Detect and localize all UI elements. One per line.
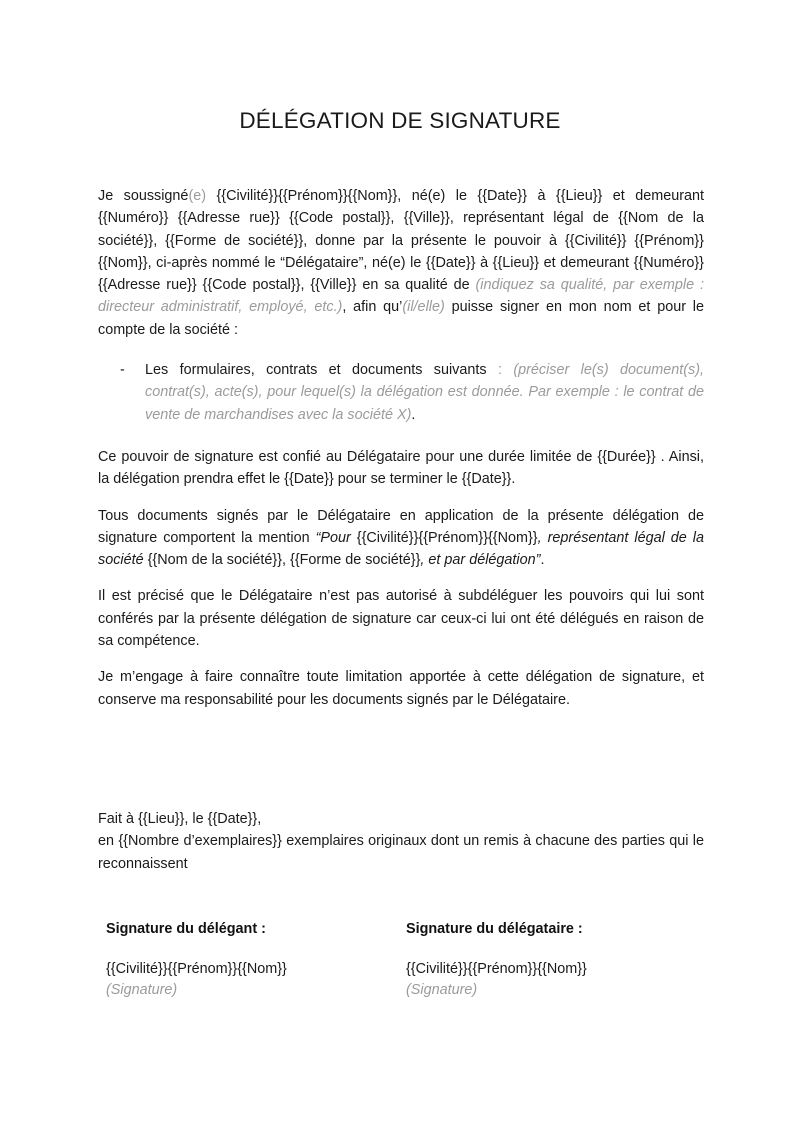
intro-quality-hint: (indiquez sa qualité, par exemple : directeur administratif, employé, etc.) [98, 277, 704, 316]
mention-italic-3: , et par délégation [420, 552, 536, 569]
page-title: DÉLÉGATION DE SIGNATURE [239, 108, 561, 134]
signature-section [0, 919, 800, 1029]
bullet-dash-icon: - [120, 362, 125, 379]
bullet-separator: : [486, 362, 514, 379]
signature-delegant-name: {{Civilité}}{{Prénom}}{{Nom}} [106, 961, 287, 977]
paragraph-duration: Ce pouvoir de signature est confié au Délégataire pour une durée limitée de {{Durée}} . Ainsi, la délégation prendra effet le {{Date}} pour se terminer le {{Date}}. [98, 448, 704, 488]
list-item [98, 359, 704, 426]
mention-quote-open: “ [315, 529, 321, 546]
intro-pronoun-hint: (il/elle) [402, 299, 445, 316]
mention-italic-1: Pour [320, 529, 357, 546]
bullet-text-hint: (préciser le(s) document(s), contrat(s), acte(s), pour lequel(s) la délégation est donnée. Par exemple : le contrat de vente de marchandises avec la société X) [145, 362, 704, 423]
intro-segment-1: Je soussigné [98, 188, 189, 204]
signature-delegataire-name: {{Civilité}}{{Prénom}}{{Nom}} [406, 961, 587, 977]
mention-placeholder-1: {{Civilité}}{{Prénom}}{{Nom}} [356, 529, 538, 546]
paragraph-mention [98, 505, 704, 572]
signature-delegant-placeholder: (Signature) [106, 982, 178, 998]
paragraph-subdelegation: Il est précisé que le Délégataire n’est pas autorisé à subdéléguer les pouvoirs qui lui sont conférés par la présente délégation de signature car ceux-ci lui ont été délégués en raison de sa compétence. [98, 588, 704, 650]
closing-place-date: Fait à {{Lieu}}, le {{Date}}, [98, 811, 262, 827]
closing-block [98, 808, 704, 875]
intro-segment-7: puisse signer en mon nom et pour le compte de la société : [98, 299, 704, 338]
intro-gender-suffix: (e) [188, 188, 207, 204]
paragraph-engagement: Je m’engage à faire connaître toute limitation apportée à cette délégation de signature, et conserve ma responsabilité pour les documents signés par le Délégataire. [98, 669, 704, 708]
bullet-text-main: Les formulaires, contrats et documents suivants [145, 362, 487, 379]
closing-copies: en {{Nombre d’exemplaires}} exemplaires originaux dont un remis à chacune des parties qui le reconnaissent [98, 833, 704, 872]
intro-segment-5: , afin qu’ [342, 299, 403, 316]
signature-delegataire-placeholder: (Signature) [406, 982, 478, 998]
intro-segment-3: {{Civilité}}{{Prénom}}{{Nom}}, né(e) le {{Date}} à {{Lieu}} et demeurant {{Numéro}} {{Adresse rue}} {{Code postal}}, {{Ville}}, représentant légal de {{Nom de la société}}, {{Forme de société}}, donne par la présente le pouvoir à {{Civilité}} {{Prénom}} {{Nom}}, ci-après nommé le “Délégataire”, né(e) le {{Date}} à {{Lieu}} et demeurant {{Numéro}} {{Adresse rue}} {{Code postal}}, {{Ville}} en sa qualité de [98, 188, 704, 294]
mention-quote-close: ” [535, 552, 541, 569]
scope-bullet-list [98, 359, 704, 426]
mention-lead: Tous documents signés par le Délégataire en application de la présente délégation de signature comportent la mention [98, 507, 704, 546]
bullet-text-tail: . [411, 406, 416, 423]
signature-block-delegant [106, 919, 406, 1001]
mention-italic-2: , représentant légal de la société [98, 529, 705, 569]
mention-placeholder-2: {{Nom de la société}}, {{Forme de société}} [147, 552, 421, 569]
signature-delegataire-heading: Signature du délégataire : [406, 921, 583, 937]
paragraph-introduction [98, 185, 704, 341]
mention-tail: . [540, 552, 545, 569]
signature-block-delegataire [406, 919, 706, 1001]
signature-delegant-heading: Signature du délégant : [106, 921, 266, 937]
document-body [98, 185, 704, 711]
